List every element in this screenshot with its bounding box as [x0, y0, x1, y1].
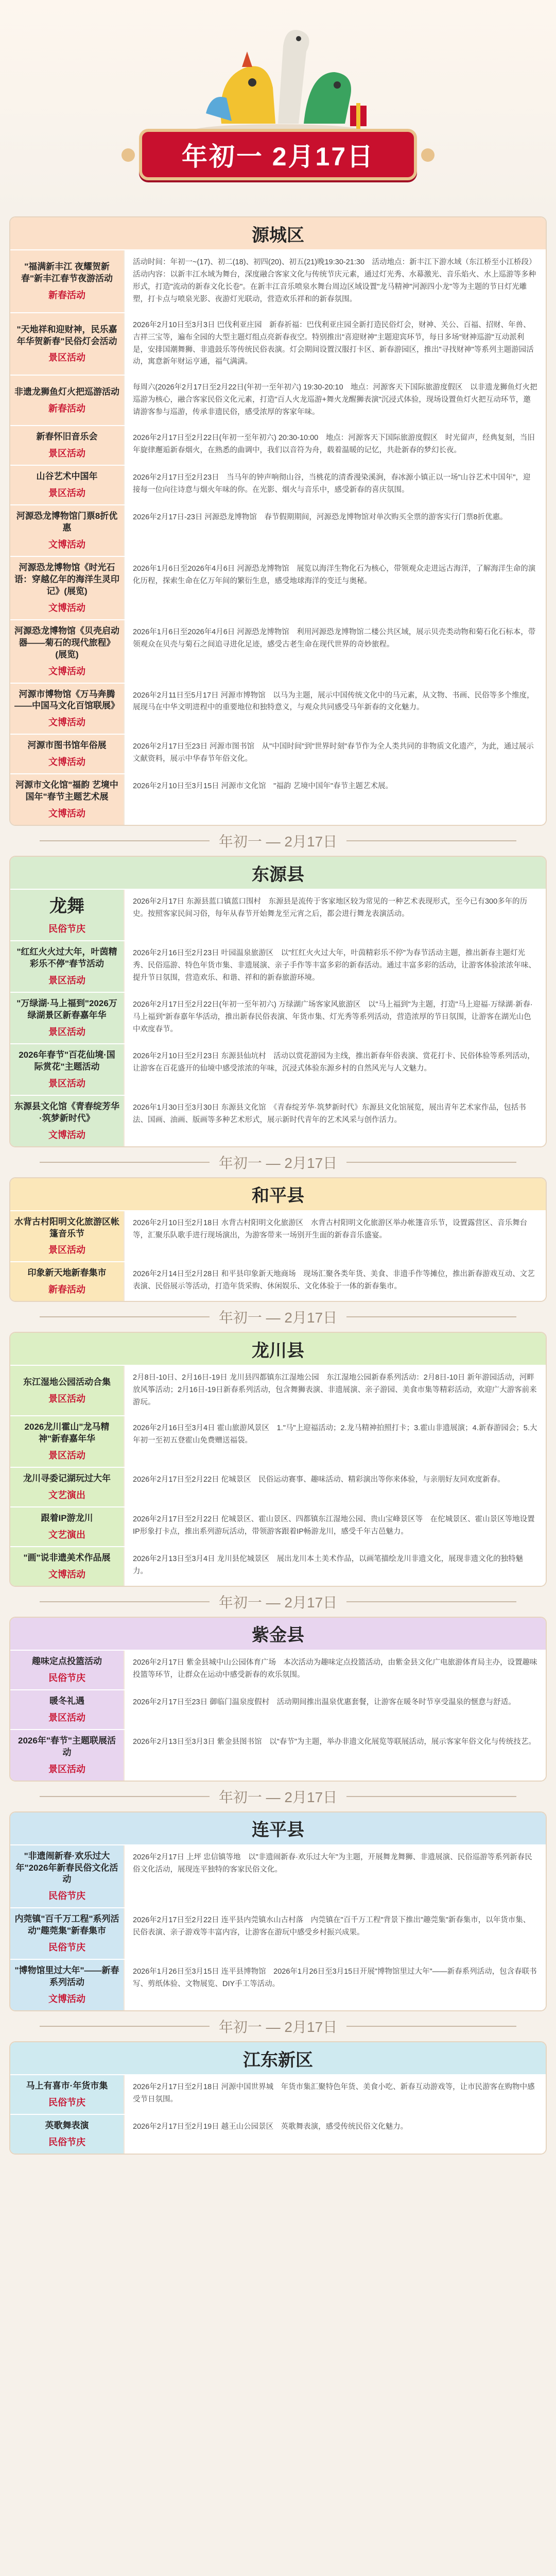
event-category-tag: 景区活动	[48, 1393, 85, 1404]
event-label-cell	[10, 1468, 124, 1506]
event-description: 2026年2月17日至2月18日 河源中国世界城 年货市集汇聚特色年货、美食小吃、新春互动游戏等，让市民游客在购物中感受节日氛围。	[124, 2075, 546, 2114]
event-row	[10, 1043, 546, 1095]
event-description: 2月8日-10日、2月16日-19日 龙川县四都镇东江湿地公园 东江湿地公园新春系列活动：2月8日-10日 新年游园活动，河畔放风筝活动；2月16日-19日新春系列活动，包含舞狮表演、非遗展演、亲子游园、美食市集等精彩活动，欢迎广大游客前来游玩。	[124, 1366, 546, 1415]
event-category-tag: 文艺演出	[48, 1529, 85, 1540]
event-category-tag: 文博活动	[48, 1994, 85, 2005]
event-name: 山谷艺术中国年	[36, 471, 98, 482]
event-name: "博物馆里过大年"——新春系列活动	[14, 1965, 119, 1988]
event-category-tag: 景区活动	[48, 1245, 85, 1256]
event-row	[10, 504, 546, 556]
event-name: 龙舞	[49, 896, 84, 917]
event-row	[10, 2114, 546, 2154]
event-description: 2026年2月17日 东源县蓝口镇蓝口围村 东源县是流传于客家地区较为常见的一种艺术表现形式，至今已有300多年的历史。按照客家民间习俗，每年从春节开始舞龙至元宵之后，都会进行舞龙表演活动。	[124, 890, 546, 940]
event-label-cell	[10, 1730, 124, 1781]
event-row	[10, 1261, 546, 1301]
event-category-tag: 文博活动	[48, 539, 85, 550]
date-separator: 年初一 — 2月17日	[0, 826, 556, 856]
event-name: 2026年"春节"主题联展活动	[18, 1735, 116, 1757]
district-title: 江东新区	[10, 2042, 546, 2074]
event-category-tag: 民俗节庆	[48, 1672, 85, 1683]
district-title: 和平县	[10, 1178, 546, 1210]
event-label-cell	[10, 1845, 124, 1908]
event-description: 2026年2月17日至2月23日 当马年的钟声响彻山谷，当桃花的清香漫染溪涧，春冰源小镇正以一场"山谷艺术中国年"，迎接每一位向往诗意与烟火年味的你。在光影、烟火与音乐中，感受新春的喜庆氛围。	[124, 466, 546, 504]
event-category-tag: 民俗节庆	[48, 2137, 85, 2148]
event-description: 2026年2月11日至5月17日 河源市博物馆 以马为主题，展示中国传统文化中的马元素，从文物、书画、民俗等多个维度，展现马在中华文明进程中的重要地位和独特意义，与观众共同感受马年新春的文化魅力。	[124, 684, 546, 734]
event-row	[10, 1415, 546, 1467]
event-row	[10, 465, 546, 504]
event-description: 2026年2月10日至3月3日 巴伐利亚庄园 新春祈福：巴伐利亚庄园全新打造民俗灯会，财神、关公、百福、招财、年兽、吉祥三宝等，遍布全园的大型主题灯组点亮新春夜空。特别推出"喜迎财神"主题迎宾环节，每日多场"财神巡游"互动派利是，安排国潮舞狮、非遗鼓乐等传统民俗表演。灯会期间设置汉服打卡区、新春游园区，推出"寻找财神"等系列主题游园活动，寓意新年财运亨通，福气满满。	[124, 313, 546, 375]
date-separator: 年初一 — 2月17日	[0, 1302, 556, 1332]
event-category-tag: 文博活动	[48, 602, 85, 613]
district-title: 紫金县	[10, 1618, 546, 1650]
event-label-cell	[10, 1908, 124, 1959]
district-title: 连平县	[10, 1812, 546, 1844]
event-label-cell	[10, 376, 124, 425]
event-description: 2026年1月6日至2026年4月6日 河源恐龙博物馆 利用河源恐龙博物馆二楼公共区域，展示贝壳类动物和菊石化石标本，带领观众在贝壳与菊石之间追寻进化足迹，感受古老生命在现代世界的奇妙旅程。	[124, 620, 546, 683]
event-description: 2026年2月17日 上坪 忠信镇等地 以"非遗闹新春·欢乐过大年"为主题，开展舞龙舞狮、非遗展演、民俗巡游等系列新春民俗文化活动，展现连平独特的客家民俗文化。	[124, 1845, 546, 1908]
event-category-tag: 民俗节庆	[48, 2097, 85, 2108]
event-row	[10, 940, 546, 992]
event-row	[10, 619, 546, 683]
event-label-cell	[10, 2115, 124, 2154]
district-section-lianping	[9, 1811, 547, 2012]
event-category-tag: 新春活动	[48, 403, 85, 414]
event-category-tag: 景区活动	[48, 488, 85, 499]
event-label-cell	[10, 890, 124, 940]
event-name: 新春怀旧音乐会	[36, 432, 98, 442]
event-description: 2026年2月10日至3月15日 河源市文化馆 "福韵 艺境中国年"春节主题艺术展。	[124, 774, 546, 825]
event-description: 2026年2月17日至23日 河源市图书馆 从"中国时间"到"世界时刻"春节作为全人类共同的非物质文化遗产，为此，通过展示文献资料，展示中华春节年俗文化。	[124, 735, 546, 773]
event-label-cell	[10, 1690, 124, 1729]
district-title: 东源县	[10, 857, 546, 889]
event-description: 2026年2月17日至2月22日 连平县内莞镇水山古村落 内莞镇在"百千万工程"背景下推出"趣莞集"新春集市，以年货市集、民俗表演、亲子游戏等丰富内容，让游客在游玩中感受乡村振兴成果。	[124, 1908, 546, 1959]
event-category-tag: 民俗节庆	[48, 1891, 85, 1902]
event-label-cell	[10, 1211, 124, 1262]
event-row	[10, 1210, 546, 1262]
event-label-cell	[10, 250, 124, 312]
event-row	[10, 425, 546, 465]
event-description: 2026年2月17日至2月22日 佗城景区 民俗运动赛事、趣味活动、精彩演出等你来体验，与亲朋好友同欢度新春。	[124, 1468, 546, 1506]
event-description: 2026年2月10日至2月18日 水背古村阳明文化旅游区 水背古村阳明文化旅游区举办帐篷音乐节，设置露营区、音乐舞台等，汇聚乐队歌手进行现场演出，为游客带来一场别开生面的新春音乐盛宴。	[124, 1211, 546, 1262]
event-name: 跟着IP游龙川	[41, 1513, 93, 1523]
event-label-cell	[10, 1960, 124, 2010]
event-category-tag: 景区活动	[48, 1764, 85, 1774]
event-name: "天地祥和迎财神，民乐嘉年华贺新春"民俗灯会活动	[16, 324, 117, 346]
event-row	[10, 556, 546, 619]
event-name: 河源恐龙博物馆《贝壳启动器——菊石的现代旅程》(展览)	[14, 625, 119, 659]
event-category-tag: 景区活动	[48, 448, 85, 459]
event-description: 2026年2月17日至2月22日 佗城景区、霍山景区、四都镇东江湿地公园、贵山宝峰景区等 在佗城景区、霍山景区等地设置IP形象打卡点，推出系列游玩活动，带领游客跟着IP畅游龙川，感受千年古邑魅力。	[124, 1507, 546, 1546]
mascot-illustration-icon	[175, 15, 381, 139]
event-description: 2026年2月17日-23日 河源恐龙博物馆 春节假期期间，河源恐龙博物馆对单次购买全票的游客实行门票8折优惠。	[124, 505, 546, 556]
event-row	[10, 249, 546, 312]
event-name: 暖冬礼遇	[49, 1696, 84, 1706]
event-description: 2026年2月16日至3月4日 霍山旅游风景区 1."马"上迎福活动；2.龙马精神拍照打卡；3.霍山非遗展演；4.新春游园会；5.大年初一至初五登霍山免费赠送福袋。	[124, 1416, 546, 1467]
event-name: 2026龙川霍山"龙马精神"新春嘉年华	[24, 1422, 110, 1444]
event-name: 英歌舞表演	[45, 2121, 89, 2131]
banner-ornament-left	[121, 148, 135, 162]
day-banner	[139, 129, 417, 180]
event-category-tag: 景区活动	[48, 352, 85, 363]
event-name: 2026年春节"百花仙境·国际赏花"主题活动	[19, 1049, 115, 1072]
event-category-tag: 新春活动	[48, 1284, 85, 1295]
event-name: "福满新丰江 夜耀贺新春"新丰江春节夜游活动	[21, 261, 113, 283]
event-label-cell	[10, 557, 124, 619]
event-name: 河源恐龙博物馆门票8折优惠	[16, 511, 118, 533]
district-section-zijin	[9, 1617, 547, 1782]
date-separator: 年初一 — 2月17日	[0, 1782, 556, 1811]
event-row	[10, 1959, 546, 2010]
event-list	[0, 216, 556, 2155]
event-category-tag: 文博活动	[48, 666, 85, 676]
event-label-cell	[10, 1547, 124, 1586]
event-description: 每周六(2026年2月17日至2月22日(年初一至年初六) 19:30-20:10 地点：河源客天下国际旅游度假区 以非遗龙狮鱼灯火把巡游为核心，融合客家民俗文化元素，打造"百人火龙巡游+舞火龙醒狮表演"沉浸式体验，现场设置鱼灯火把互动环节，邀请游客参与巡游，传承非遗民俗，感受浓厚的客家年味。	[124, 376, 546, 425]
event-row	[10, 1095, 546, 1146]
event-label-cell	[10, 466, 124, 504]
date-separator: 年初一 — 2月17日	[0, 1587, 556, 1617]
event-category-tag: 景区活动	[48, 1026, 85, 1037]
event-category-tag: 景区活动	[48, 975, 85, 986]
event-category-tag: 文博活动	[48, 1129, 85, 1140]
event-label-cell	[10, 313, 124, 375]
event-row	[10, 375, 546, 425]
event-label-cell	[10, 2075, 124, 2114]
event-label-cell	[10, 426, 124, 465]
event-name: 印象新天地新春集市	[27, 1268, 107, 1278]
event-description: 2026年2月17日至2月19日 越王山公园景区 英歌舞表演，感受传统民俗文化魅力。	[124, 2115, 546, 2154]
event-name: "非遗闹新春·欢乐过大年"2026年新春民俗文化活动	[15, 1851, 118, 1885]
event-row	[10, 889, 546, 940]
event-category-tag: 文博活动	[48, 808, 85, 819]
event-label-cell	[10, 1044, 124, 1095]
event-row	[10, 773, 546, 825]
event-description: 活动时间：年初一~(17)、初二(18)、初四(20)、初五(21)晚19:30-21:30 活动地点：新丰江下游水域（东江桥至小江桥段） 活动内容：以新丰江水域为舞台，深度融合客家文化与传统节庆元素，通过灯光秀、水幕激光、音乐焰火、水上巡游等多种形式，打造"流动的新春文化长卷"。在新丰江音乐喷泉水舞台周边区域设置"龙马精神"河源四小龙"等为主题的节日灯光雕塑，打卡点与喷泉光影、夜游灯光联动，营造欢乐祥和的新春氛围。	[124, 250, 546, 312]
event-category-tag: 新春活动	[48, 290, 85, 300]
event-row	[10, 2074, 546, 2114]
event-name: 河源市文化馆"福韵 艺境中国年"春节主题艺术展	[15, 780, 118, 802]
event-name: 非遗龙狮鱼灯火把巡游活动	[14, 386, 119, 397]
event-row	[10, 1729, 546, 1781]
date-separator: 年初一 — 2月17日	[0, 2011, 556, 2041]
event-description: 2026年2月16日至2月23日 叶园温泉旅游区 以"红红火火过大年，叶茵精彩乐不停"为春节活动主题，推出新春主题灯光秀、民俗巡游、特色年货市集、非遗展演、亲子手作等丰富多彩的新春活动。通过丰富多彩的活动，让游客体验浓浓年味、提升节日氛围，营造欢乐、和谐、祥和的新春旅游环境。	[124, 941, 546, 992]
district-title: 龙川县	[10, 1333, 546, 1365]
event-description: 2026年2月14日至2月28日 和平县印象新天地商场 现场汇聚各类年货、美食、非遗手作等摊位，推出新春游戏互动、文艺表演、民俗展示等活动，打造年货采购、休闲娱乐、文化体验于一体的新春集市。	[124, 1262, 546, 1301]
event-row	[10, 1546, 546, 1586]
event-name: "红红火火过大年，叶茵精彩乐不停"春节活动	[16, 947, 117, 969]
event-label-cell	[10, 1507, 124, 1546]
event-label-cell	[10, 505, 124, 556]
event-category-tag: 景区活动	[48, 1078, 85, 1089]
event-row	[10, 734, 546, 773]
date-separator: 年初一 — 2月17日	[0, 1147, 556, 1177]
event-description: 2026年1月6日至2026年4月6日 河源恐龙博物馆 展览以海洋生物化石为核心，带领观众走进远古海洋，了解海洋生命的演化历程，探索生命在亿万年间的繁衍生息，感受地球海洋的变迁与奥秘。	[124, 557, 546, 619]
event-description: 2026年2月13日至3月3日 紫金县图书馆 以"春节"为主题，举办非遗文化展览等联展活动，展示客家年俗文化与传统技艺。	[124, 1730, 546, 1781]
event-description: 2026年2月17日至23日 御临门温泉度假村 活动期间推出温泉优惠套餐，让游客在暖冬时节享受温泉的惬意与舒适。	[124, 1690, 546, 1729]
district-title: 源城区	[10, 217, 546, 249]
event-description: 2026年2月17日至2月22日(年初一至年初六) 20:30-10:00 地点：河源客天下国际旅游度假区 时光留声，经典复刻，当旧年旋律邂逅新春烟火，在熟悉的曲调中，我们以音符为舟，载着温暖的记忆，共赴新春的梦幻长夜。	[124, 426, 546, 465]
event-category-tag: 文艺演出	[48, 1489, 85, 1500]
event-category-tag: 文博活动	[48, 757, 85, 768]
event-label-cell	[10, 684, 124, 734]
event-description: 2026年2月10日至2月23日 东源县仙坑村 活动以赏花游园为主线，推出新春年俗表演、赏花打卡、民俗体验等系列活动，让游客在百花盛开的仙境中感受浓浓的年味，沉浸式体验东源乡村的自然风光与人文魅力。	[124, 1044, 546, 1095]
event-label-cell	[10, 941, 124, 992]
event-description: 2026年2月17日 紫金县城中山公园体育广场 本次活动为趣味定点投篮活动，由紫金县文化广电旅游体育局主办，设置趣味投篮等环节，让群众在运动中感受新春的欢乐氛围。	[124, 1651, 546, 1689]
district-section-dongyuan	[9, 856, 547, 1147]
event-category-tag: 文博活动	[48, 717, 85, 728]
event-row	[10, 683, 546, 734]
event-label-cell	[10, 1416, 124, 1467]
event-description: 2026年2月13日至3月4日 龙川县佗城景区 展出龙川本土美术作品，以画笔描绘龙川非遗文化，展现非遗文化的独特魅力。	[124, 1547, 546, 1586]
event-description: 2026年2月17日至2月22日(年初一至年初六) 万绿湖广场客家风旅游区 以"马上福到"为主题，打造"马上迎福·万绿湖·新春·马上福到"新春嘉年华活动，推出新春民俗表演、年货市集、灯光秀等系列活动，营造浓厚的节日氛围，让游客在湖光山色中欢度春节。	[124, 993, 546, 1043]
event-name: 马上有喜市·年货市集	[26, 2081, 108, 2091]
event-name: 河源恐龙博物馆《时光石语：穿越亿年的海洋生灵印记》(展览)	[14, 562, 119, 596]
banner-ornament-right	[421, 148, 435, 162]
event-name: 趣味定点投篮活动	[32, 1656, 102, 1666]
district-section-jiangdong	[9, 2041, 547, 2155]
event-name: 河源市图书馆年俗展	[27, 740, 107, 751]
event-category-tag: 景区活动	[48, 1712, 85, 1723]
event-label-cell	[10, 735, 124, 773]
event-name: 内莞镇"百千万工程"系列活动"趣莞集"新春集市	[14, 1914, 119, 1936]
event-label-cell	[10, 1651, 124, 1689]
event-name: 东江湿地公园活动合集	[23, 1377, 111, 1387]
event-category-tag: 景区活动	[48, 1450, 85, 1461]
event-label-cell	[10, 620, 124, 683]
event-row	[10, 1907, 546, 1959]
event-row	[10, 1365, 546, 1415]
event-label-cell	[10, 1366, 124, 1415]
event-label-cell	[10, 1096, 124, 1146]
event-row	[10, 1844, 546, 1908]
event-row	[10, 1689, 546, 1729]
event-name: "万绿湖·马上福到"2026万绿湖景区新春嘉年华	[16, 998, 117, 1020]
event-name: 河源市博物馆《万马奔腾——中国马文化百馆联展》	[14, 689, 119, 711]
event-row	[10, 1650, 546, 1689]
district-section-longchuan	[9, 1332, 547, 1586]
event-name: 龙川寻委记湖玩过大年	[23, 1473, 111, 1484]
day-title: 年初一 2月17日	[181, 142, 375, 171]
district-section-heping	[9, 1177, 547, 1302]
event-label-cell	[10, 1262, 124, 1301]
event-row	[10, 1506, 546, 1546]
event-row	[10, 312, 546, 375]
event-category-tag: 文博活动	[48, 1569, 85, 1580]
event-row	[10, 992, 546, 1043]
event-label-cell	[10, 774, 124, 825]
header	[0, 0, 556, 216]
event-row	[10, 1467, 546, 1506]
event-label-cell	[10, 993, 124, 1043]
event-category-tag: 民俗节庆	[48, 924, 85, 935]
event-name: 水背古村阳明文化旅游区帐篷音乐节	[14, 1216, 119, 1239]
district-section-yuancheng	[9, 216, 547, 826]
event-description: 2026年1月26日至3月15日 连平县博物馆 2026年1月26日至3月15日开展"博物馆里过大年"——新春系列活动，包含春联书写、剪纸体验、文物展览、DIY手工等活动。	[124, 1960, 546, 2010]
event-name: 东源县文化馆《青春绽芳华·筑梦新时代》	[14, 1101, 119, 1123]
event-description: 2026年1月30日至3月30日 东源县文化馆 《青春绽芳华·筑梦新时代》东源县文化馆展览，展出青年艺术家作品，包括书法、国画、油画、版画等多种艺术形式，展示新时代青年的艺术风采与创作活力。	[124, 1096, 546, 1146]
event-name: "画"说非遗美术作品展	[23, 1552, 111, 1563]
event-category-tag: 民俗节庆	[48, 1942, 85, 1953]
